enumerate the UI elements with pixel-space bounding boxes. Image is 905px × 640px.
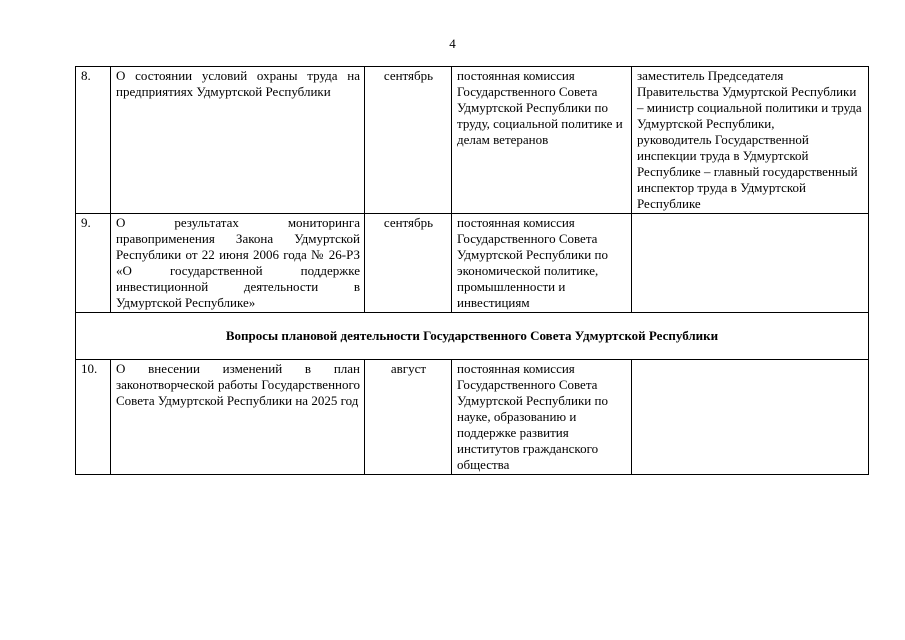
row-number: 10. xyxy=(76,360,111,475)
row-number: 8. xyxy=(76,67,111,214)
row-executors xyxy=(632,214,869,313)
row-month: сентябрь xyxy=(365,67,452,214)
row-executors xyxy=(632,360,869,475)
row-month: сентябрь xyxy=(365,214,452,313)
row-topic: О результатах мониторинга правоприменения Закона Удмуртской Республики от 22 июня 2006 года № 26-РЗ «О государственной поддержке инвестиционной деятельности в Удмуртской Республике» xyxy=(111,214,365,313)
table-row xyxy=(76,214,869,313)
table-row xyxy=(76,360,869,475)
row-month: август xyxy=(365,360,452,475)
row-responsible: постоянная комиссия Государственного Совета Удмуртской Республики по экономической политике, промышленности и инвестициям xyxy=(452,214,632,313)
table-row xyxy=(76,67,869,214)
section-heading: Вопросы плановой деятельности Государственного Совета Удмуртской Республики xyxy=(76,313,869,360)
plan-table xyxy=(75,66,869,475)
row-topic: О внесении изменений в план законотворческой работы Государственного Совета Удмуртской Республики на 2025 год xyxy=(111,360,365,475)
executor-line: заместитель Председателя Правительства Удмуртской Республики – министр социальной политики и труда Удмуртской Республики, xyxy=(637,68,862,131)
row-responsible: постоянная комиссия Государственного Совета Удмуртской Республики по науке, образованию и поддержке развития институтов гражданского общества xyxy=(452,360,632,475)
row-executors xyxy=(632,67,869,214)
executor-line: руководитель Государственной инспекции труда в Удмуртской Республике – главный государственный инспектор труда в Удмуртской Республике xyxy=(637,132,858,211)
row-number: 9. xyxy=(76,214,111,313)
row-responsible: постоянная комиссия Государственного Совета Удмуртской Республики по труду, социальной политике и делам ветеранов xyxy=(452,67,632,214)
section-heading-row xyxy=(76,313,869,360)
page-number: 4 xyxy=(449,36,456,51)
row-topic: О состоянии условий охраны труда на предприятиях Удмуртской Республики xyxy=(111,67,365,214)
